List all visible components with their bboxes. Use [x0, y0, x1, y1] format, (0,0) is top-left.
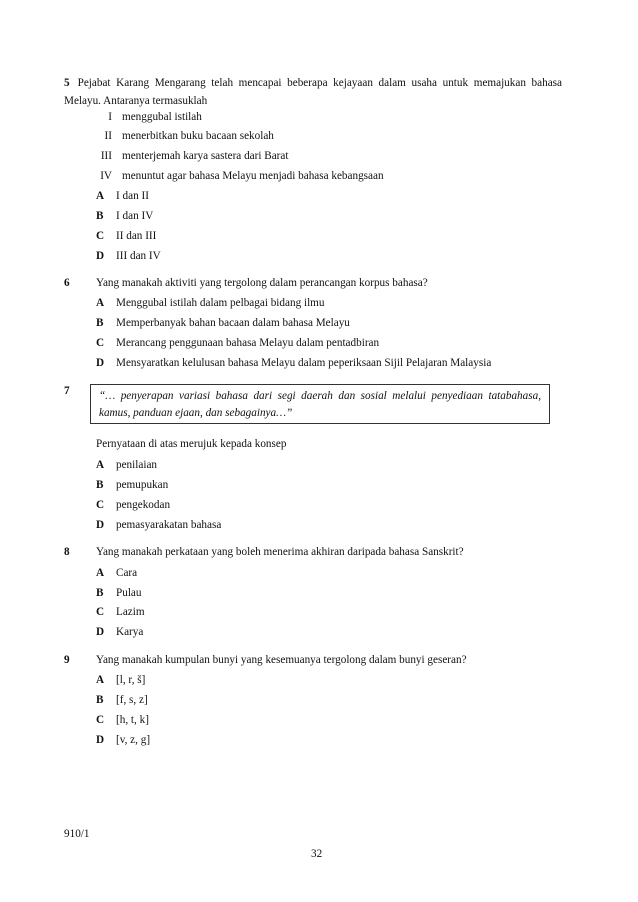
question-text: Yang manakah aktiviti yang tergolong dalam perancangan korpus bahasa?	[96, 277, 428, 289]
option-text: II dan III	[116, 230, 157, 242]
option-text: pengekodan	[116, 499, 171, 511]
option-text: pemupukan	[116, 479, 169, 491]
option-text: pemasyarakatan bahasa	[116, 519, 222, 531]
question-number: 8	[64, 546, 70, 558]
question-5-stem	[64, 74, 562, 110]
statement-roman: II	[104, 130, 112, 142]
question-text: Yang manakah perkataan yang boleh menerima akhiran daripada bahasa Sanskrit?	[96, 546, 464, 558]
option-letter: B	[96, 694, 104, 706]
question-number: 6	[64, 277, 70, 289]
statement-roman: IV	[100, 170, 112, 182]
option-text: I dan II	[116, 190, 149, 202]
option-text: Merancang penggunaan bahasa Melayu dalam pentadbiran	[116, 337, 380, 349]
option-text: penilaian	[116, 459, 158, 471]
option-letter: A	[96, 190, 105, 202]
question-number: 5	[64, 77, 70, 89]
option-text: III dan IV	[116, 250, 161, 262]
option-letter: A	[96, 674, 105, 686]
question-text: Pernyataan di atas merujuk kepada konsep	[96, 438, 287, 450]
option-letter: D	[96, 734, 105, 746]
option-text: Lazim	[116, 606, 145, 618]
statement-text: menerbitkan buku bacaan sekolah	[122, 130, 274, 142]
option-letter: C	[96, 714, 105, 726]
option-letter: B	[96, 317, 104, 329]
option-text: Pulau	[116, 587, 142, 599]
option-text: [v, z, g]	[116, 734, 151, 746]
question-text: Yang manakah kumpulan bunyi yang kesemuanya tergolong dalam bunyi geseran?	[96, 654, 467, 666]
option-text: Karya	[116, 626, 144, 638]
option-text: [f, s, z]	[116, 694, 148, 706]
statement-text: menuntut agar bahasa Melayu menjadi bahasa kebangsaan	[122, 170, 384, 182]
option-letter: A	[96, 297, 105, 309]
option-text: Memperbanyak bahan bacaan dalam bahasa Melayu	[116, 317, 350, 329]
statement-roman: I	[108, 111, 112, 123]
option-letter: C	[96, 606, 105, 618]
quote-box: “… penyerapan variasi bahasa dari segi daerah dan sosial melalui penyediaan tatabahasa, kamus, panduan ejaan, dan sebagainya…”	[90, 384, 550, 424]
option-letter: D	[96, 357, 105, 369]
question-number: 7	[64, 385, 70, 397]
option-text: [l, r, š]	[116, 674, 146, 686]
paper-code: 910/1	[64, 828, 90, 840]
statement-text: menterjemah karya sastera dari Barat	[122, 150, 289, 162]
question-number: 9	[64, 654, 70, 666]
option-letter: A	[96, 567, 105, 579]
option-letter: C	[96, 499, 105, 511]
option-letter: C	[96, 230, 105, 242]
option-text: I dan IV	[116, 210, 154, 222]
option-text: Mensyaratkan kelulusan bahasa Melayu dalam peperiksaan Sijil Pelajaran Malaysia	[116, 357, 492, 369]
option-letter: B	[96, 479, 104, 491]
option-letter: D	[96, 519, 105, 531]
option-text: [h, t, k]	[116, 714, 149, 726]
statement-text: menggubal istilah	[122, 111, 202, 123]
option-letter: A	[96, 459, 105, 471]
option-letter: C	[96, 337, 105, 349]
option-letter: B	[96, 587, 104, 599]
option-letter: D	[96, 626, 105, 638]
option-text: Menggubal istilah dalam pelbagai bidang ilmu	[116, 297, 325, 309]
option-text: Cara	[116, 567, 138, 579]
option-letter: B	[96, 210, 104, 222]
question-text: Pejabat Karang Mengarang telah mencapai beberapa kejayaan dalam usaha untuk memajukan bahasa Melayu. Antaranya termasuklah	[64, 77, 562, 107]
page-number: 32	[311, 848, 323, 860]
statement-roman: III	[100, 150, 112, 162]
option-letter: D	[96, 250, 105, 262]
